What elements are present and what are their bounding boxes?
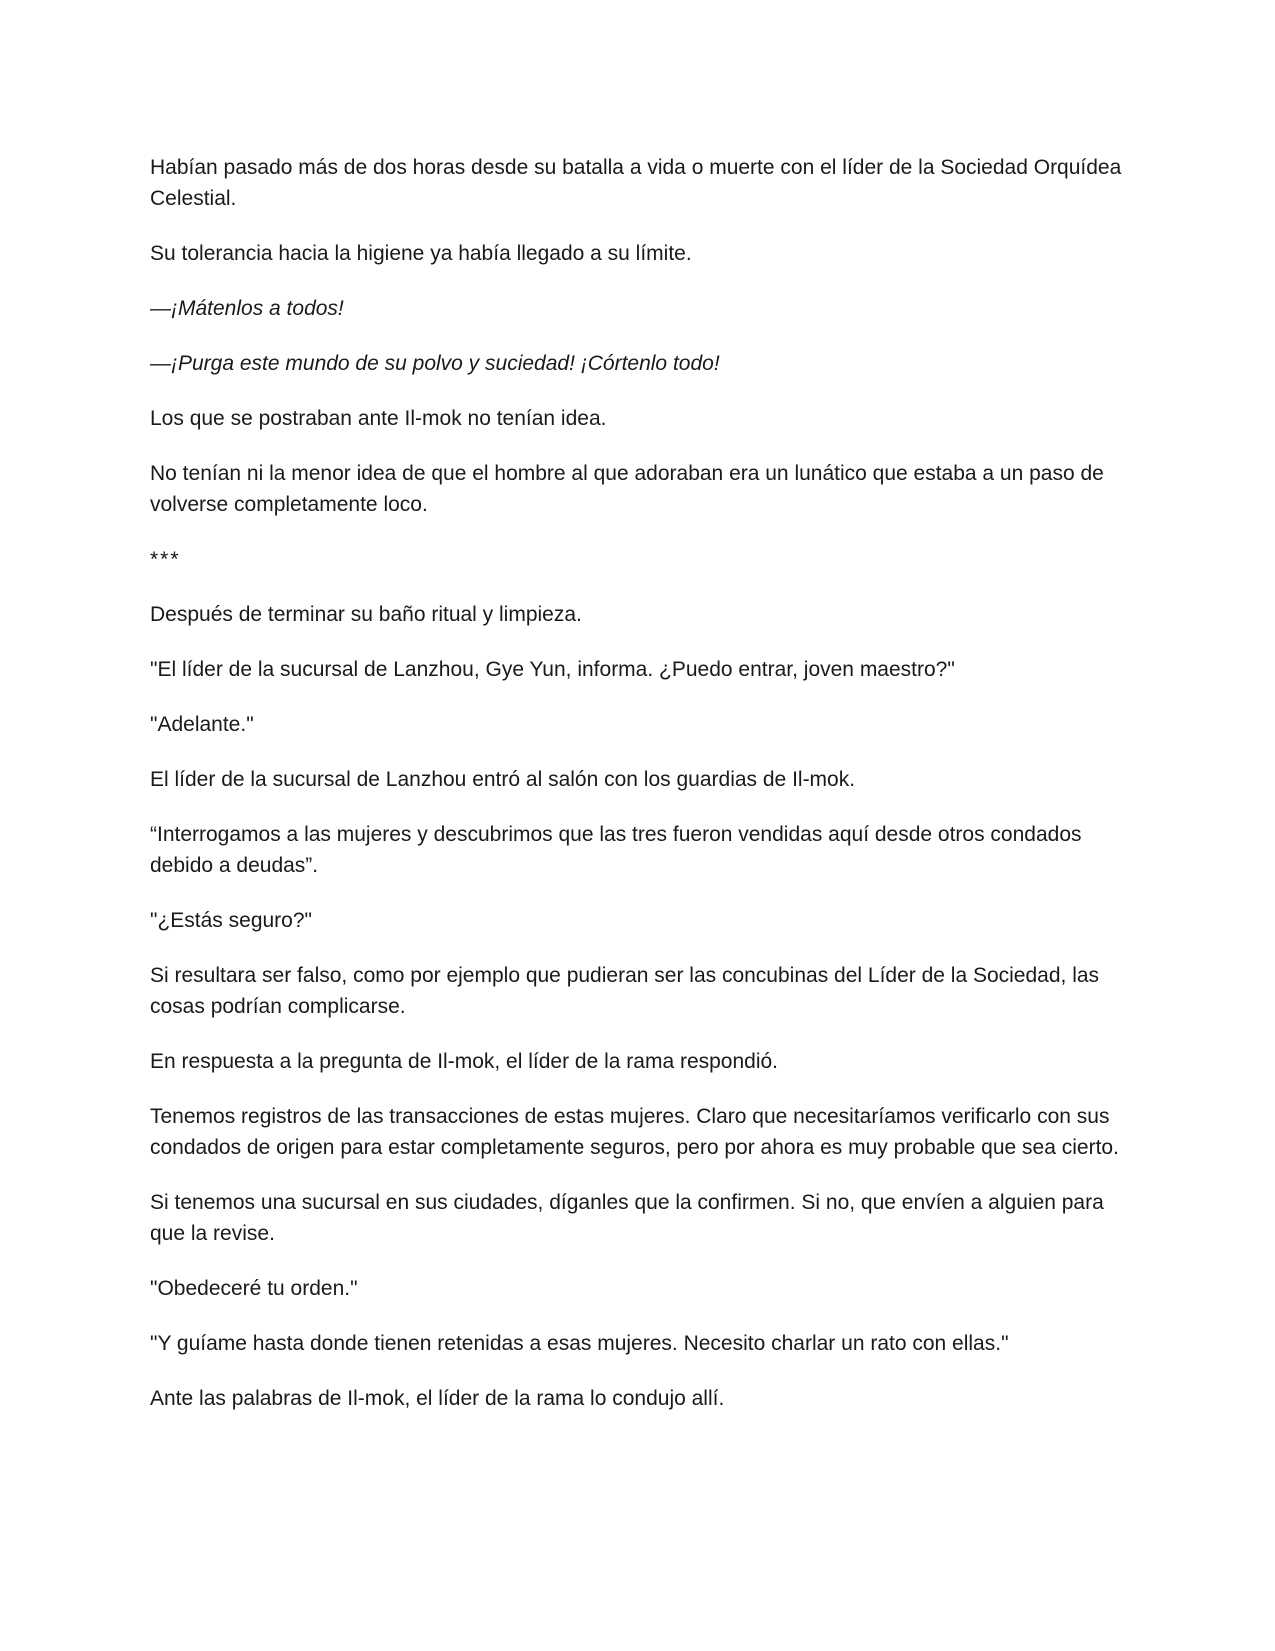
paragraph-2: —¡Mátenlos a todos!: [150, 297, 344, 320]
paragraph-18: "Y guíame hasta donde tienen retenidas a esas mujeres. Necesito charlar un rato con ellas.": [150, 1332, 1009, 1355]
paragraph-9: "Adelante.": [150, 713, 254, 736]
paragraph-15: Tenemos registros de las transacciones de estas mujeres. Claro que necesitaríamos verificarlo con sus condados de origen para estar completamente seguros, pero por ahora es muy probable que sea cierto.: [150, 1105, 1119, 1159]
paragraph-11: “Interrogamos a las mujeres y descubrimos que las tres fueron vendidas aquí desde otros condados debido a deudas”.: [150, 823, 1082, 877]
paragraph-14: En respuesta a la pregunta de Il-mok, el líder de la rama respondió.: [150, 1050, 779, 1073]
paragraph-19: Ante las palabras de Il-mok, el líder de la rama lo condujo allí.: [150, 1387, 725, 1410]
paragraph-10: El líder de la sucursal de Lanzhou entró al salón con los guardias de Il-mok.: [150, 768, 856, 791]
paragraph-5: No tenían ni la menor idea de que el hombre al que adoraban era un lunático que estaba a un paso de volverse completamente loco.: [150, 462, 1104, 516]
paragraph-4: Los que se postraban ante Il-mok no tenían idea.: [150, 407, 607, 430]
document-page: [150, 152, 1125, 1438]
paragraph-0: Habían pasado más de dos horas desde su batalla a vida o muerte con el líder de la Sociedad Orquídea Celestial.: [150, 156, 1122, 210]
paragraph-16: Si tenemos una sucursal en sus ciudades, díganles que la confirmen. Si no, que envíen a alguien para que la revise.: [150, 1191, 1104, 1245]
paragraph-1: Su tolerancia hacia la higiene ya había llegado a su límite.: [150, 242, 692, 265]
paragraph-13: Si resultara ser falso, como por ejemplo que pudieran ser las concubinas del Líder de la Sociedad, las cosas podrían complicarse.: [150, 964, 1100, 1018]
paragraph-17: "Obedeceré tu orden.": [150, 1277, 358, 1300]
paragraph-12: "¿Estás seguro?": [150, 909, 312, 932]
section-separator: ***: [150, 548, 181, 571]
paragraph-3: —¡Purga este mundo de su polvo y suciedad! ¡Córtenlo todo!: [150, 352, 720, 375]
paragraph-7: Después de terminar su baño ritual y limpieza.: [150, 603, 582, 626]
paragraph-8: "El líder de la sucursal de Lanzhou, Gye Yun, informa. ¿Puedo entrar, joven maestro?": [150, 658, 955, 681]
